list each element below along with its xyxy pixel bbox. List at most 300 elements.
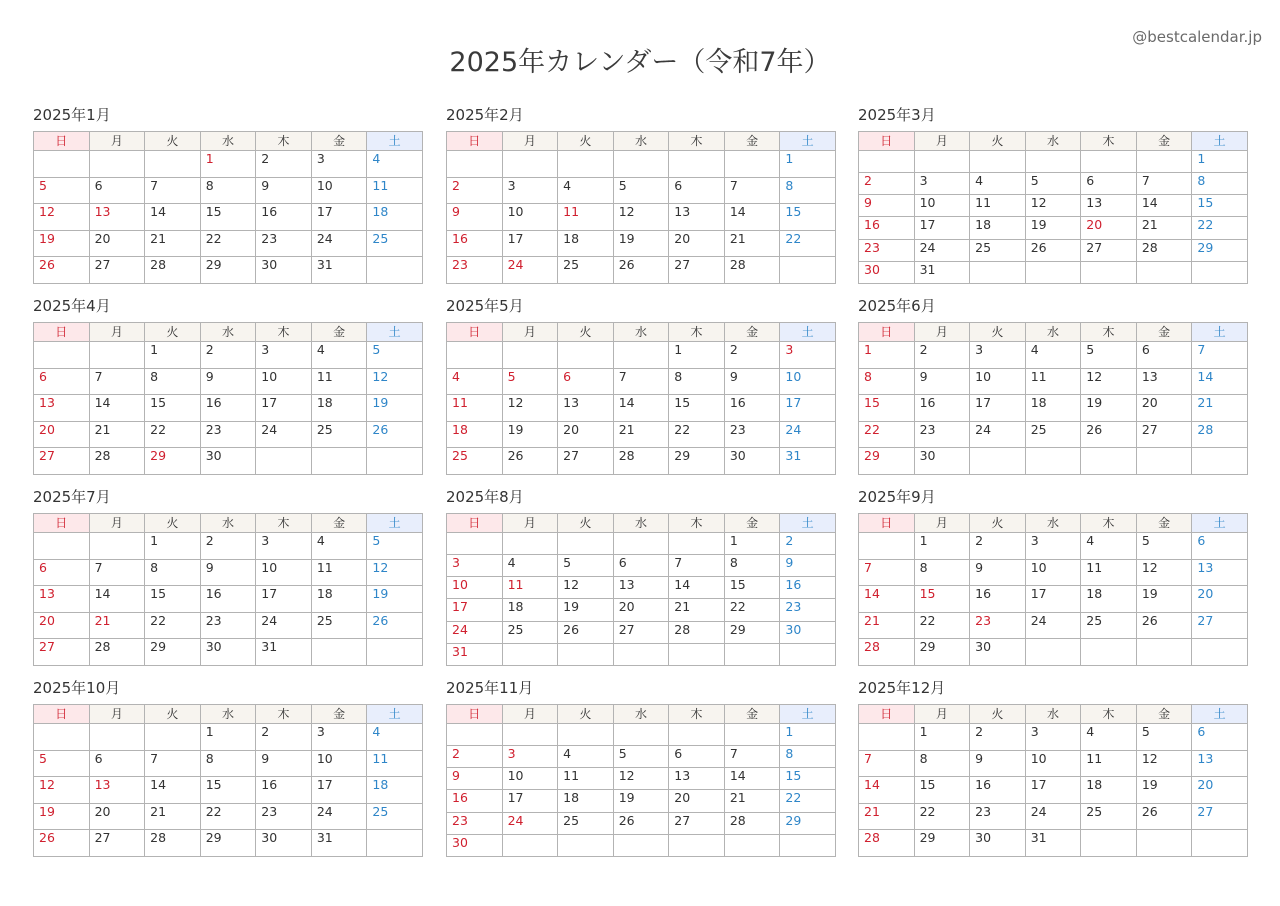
day-cell[interactable]: 14 (145, 204, 201, 231)
day-cell[interactable]: 25 (1081, 612, 1137, 639)
day-cell[interactable]: 25 (367, 230, 423, 257)
day-cell[interactable]: 21 (669, 599, 725, 621)
day-cell[interactable]: 29 (914, 830, 970, 857)
day-cell[interactable]: 16 (200, 586, 256, 613)
day-cell[interactable]: 30 (970, 639, 1026, 666)
day-cell[interactable]: 18 (970, 217, 1026, 239)
day-cell[interactable]: 11 (502, 577, 558, 599)
day-cell[interactable]: 10 (502, 204, 558, 231)
day-cell[interactable]: 28 (669, 621, 725, 643)
day-cell[interactable]: 10 (311, 750, 367, 777)
day-cell[interactable]: 5 (613, 746, 669, 768)
day-cell[interactable]: 24 (970, 421, 1026, 448)
day-cell[interactable]: 2 (447, 177, 503, 204)
day-cell[interactable]: 20 (34, 421, 90, 448)
day-cell[interactable]: 13 (1192, 559, 1248, 586)
day-cell[interactable]: 30 (914, 448, 970, 475)
day-cell[interactable]: 7 (89, 368, 145, 395)
day-cell[interactable]: 2 (724, 342, 780, 369)
day-cell[interactable]: 24 (311, 803, 367, 830)
day-cell[interactable]: 14 (145, 777, 201, 804)
day-cell[interactable]: 19 (1136, 586, 1192, 613)
day-cell[interactable]: 14 (89, 395, 145, 422)
day-cell[interactable]: 12 (558, 577, 614, 599)
day-cell[interactable]: 3 (914, 173, 970, 195)
day-cell[interactable]: 1 (1192, 151, 1248, 173)
day-cell[interactable]: 10 (970, 368, 1026, 395)
day-cell[interactable]: 10 (256, 559, 312, 586)
day-cell[interactable]: 21 (145, 803, 201, 830)
day-cell[interactable]: 22 (145, 612, 201, 639)
day-cell[interactable]: 27 (34, 448, 90, 475)
day-cell[interactable]: 15 (780, 204, 836, 231)
day-cell[interactable]: 29 (669, 448, 725, 475)
day-cell[interactable]: 12 (613, 768, 669, 790)
day-cell[interactable]: 4 (502, 555, 558, 577)
day-cell[interactable]: 25 (311, 421, 367, 448)
day-cell[interactable]: 4 (311, 533, 367, 560)
day-cell[interactable]: 5 (367, 533, 423, 560)
day-cell[interactable]: 17 (1025, 586, 1081, 613)
day-cell[interactable]: 6 (89, 750, 145, 777)
day-cell[interactable]: 25 (367, 803, 423, 830)
day-cell[interactable]: 9 (724, 368, 780, 395)
day-cell[interactable]: 9 (447, 204, 503, 231)
day-cell[interactable]: 4 (1081, 724, 1137, 751)
day-cell[interactable]: 11 (1081, 750, 1137, 777)
day-cell[interactable]: 22 (914, 612, 970, 639)
day-cell[interactable]: 23 (200, 421, 256, 448)
day-cell[interactable]: 5 (502, 368, 558, 395)
day-cell[interactable]: 26 (34, 830, 90, 857)
day-cell[interactable]: 24 (502, 257, 558, 284)
day-cell[interactable]: 26 (34, 257, 90, 284)
day-cell[interactable]: 11 (1025, 368, 1081, 395)
day-cell[interactable]: 4 (447, 368, 503, 395)
day-cell[interactable]: 5 (367, 342, 423, 369)
day-cell[interactable]: 14 (613, 395, 669, 422)
day-cell[interactable]: 7 (89, 559, 145, 586)
day-cell[interactable]: 27 (1081, 239, 1137, 261)
day-cell[interactable]: 14 (669, 577, 725, 599)
day-cell[interactable]: 15 (914, 777, 970, 804)
day-cell[interactable]: 18 (311, 586, 367, 613)
day-cell[interactable]: 2 (780, 533, 836, 555)
day-cell[interactable]: 30 (780, 621, 836, 643)
day-cell[interactable]: 18 (311, 395, 367, 422)
day-cell[interactable]: 25 (1081, 803, 1137, 830)
day-cell[interactable]: 16 (859, 217, 915, 239)
day-cell[interactable]: 21 (1136, 217, 1192, 239)
day-cell[interactable]: 29 (200, 257, 256, 284)
day-cell[interactable]: 6 (1081, 173, 1137, 195)
day-cell[interactable]: 21 (1192, 395, 1248, 422)
day-cell[interactable]: 21 (859, 803, 915, 830)
day-cell[interactable]: 22 (200, 230, 256, 257)
day-cell[interactable]: 15 (669, 395, 725, 422)
day-cell[interactable]: 18 (367, 204, 423, 231)
day-cell[interactable]: 24 (1025, 612, 1081, 639)
day-cell[interactable]: 3 (1025, 724, 1081, 751)
day-cell[interactable]: 6 (1136, 342, 1192, 369)
day-cell[interactable]: 28 (145, 830, 201, 857)
day-cell[interactable]: 2 (447, 746, 503, 768)
day-cell[interactable]: 18 (502, 599, 558, 621)
day-cell[interactable]: 13 (89, 204, 145, 231)
day-cell[interactable]: 3 (502, 177, 558, 204)
day-cell[interactable]: 12 (1081, 368, 1137, 395)
day-cell[interactable]: 17 (256, 586, 312, 613)
day-cell[interactable]: 16 (724, 395, 780, 422)
day-cell[interactable]: 3 (970, 342, 1026, 369)
day-cell[interactable]: 3 (256, 533, 312, 560)
day-cell[interactable]: 8 (724, 555, 780, 577)
day-cell[interactable]: 5 (1136, 724, 1192, 751)
day-cell[interactable]: 29 (914, 639, 970, 666)
day-cell[interactable]: 20 (1192, 586, 1248, 613)
day-cell[interactable]: 5 (1136, 533, 1192, 560)
day-cell[interactable]: 29 (1192, 239, 1248, 261)
day-cell[interactable]: 14 (859, 586, 915, 613)
day-cell[interactable]: 31 (256, 639, 312, 666)
day-cell[interactable]: 26 (613, 812, 669, 834)
day-cell[interactable]: 29 (724, 621, 780, 643)
day-cell[interactable]: 20 (669, 790, 725, 812)
day-cell[interactable]: 9 (970, 750, 1026, 777)
day-cell[interactable]: 9 (914, 368, 970, 395)
day-cell[interactable]: 24 (256, 612, 312, 639)
day-cell[interactable]: 22 (780, 230, 836, 257)
day-cell[interactable]: 4 (558, 746, 614, 768)
day-cell[interactable]: 17 (970, 395, 1026, 422)
day-cell[interactable]: 7 (145, 750, 201, 777)
day-cell[interactable]: 30 (724, 448, 780, 475)
day-cell[interactable]: 30 (859, 261, 915, 283)
day-cell[interactable]: 14 (1136, 195, 1192, 217)
day-cell[interactable]: 25 (558, 812, 614, 834)
day-cell[interactable]: 15 (914, 586, 970, 613)
day-cell[interactable]: 17 (1025, 777, 1081, 804)
day-cell[interactable]: 7 (613, 368, 669, 395)
day-cell[interactable]: 4 (311, 342, 367, 369)
day-cell[interactable]: 6 (558, 368, 614, 395)
day-cell[interactable]: 16 (447, 790, 503, 812)
day-cell[interactable]: 20 (669, 230, 725, 257)
day-cell[interactable]: 27 (89, 257, 145, 284)
day-cell[interactable]: 10 (1025, 559, 1081, 586)
day-cell[interactable]: 7 (669, 555, 725, 577)
day-cell[interactable]: 11 (447, 395, 503, 422)
day-cell[interactable]: 25 (1025, 421, 1081, 448)
day-cell[interactable]: 8 (145, 559, 201, 586)
day-cell[interactable]: 2 (859, 173, 915, 195)
day-cell[interactable]: 8 (859, 368, 915, 395)
day-cell[interactable]: 1 (780, 724, 836, 746)
day-cell[interactable]: 13 (558, 395, 614, 422)
day-cell[interactable]: 20 (1192, 777, 1248, 804)
day-cell[interactable]: 27 (1192, 803, 1248, 830)
day-cell[interactable]: 21 (145, 230, 201, 257)
day-cell[interactable]: 24 (780, 421, 836, 448)
day-cell[interactable]: 24 (1025, 803, 1081, 830)
day-cell[interactable]: 14 (89, 586, 145, 613)
day-cell[interactable]: 2 (256, 151, 312, 178)
day-cell[interactable]: 14 (859, 777, 915, 804)
day-cell[interactable]: 30 (200, 639, 256, 666)
day-cell[interactable]: 15 (859, 395, 915, 422)
day-cell[interactable]: 12 (613, 204, 669, 231)
day-cell[interactable]: 16 (970, 777, 1026, 804)
day-cell[interactable]: 21 (89, 612, 145, 639)
day-cell[interactable]: 4 (367, 724, 423, 751)
day-cell[interactable]: 5 (1081, 342, 1137, 369)
day-cell[interactable]: 25 (502, 621, 558, 643)
day-cell[interactable]: 23 (256, 803, 312, 830)
day-cell[interactable]: 10 (914, 195, 970, 217)
day-cell[interactable]: 13 (34, 395, 90, 422)
day-cell[interactable]: 27 (1136, 421, 1192, 448)
day-cell[interactable]: 10 (780, 368, 836, 395)
day-cell[interactable]: 19 (1081, 395, 1137, 422)
day-cell[interactable]: 26 (367, 612, 423, 639)
day-cell[interactable]: 6 (34, 559, 90, 586)
day-cell[interactable]: 20 (34, 612, 90, 639)
day-cell[interactable]: 19 (367, 586, 423, 613)
day-cell[interactable]: 11 (970, 195, 1026, 217)
day-cell[interactable]: 11 (311, 559, 367, 586)
day-cell[interactable]: 4 (367, 151, 423, 178)
day-cell[interactable]: 12 (1136, 559, 1192, 586)
day-cell[interactable]: 22 (145, 421, 201, 448)
day-cell[interactable]: 24 (914, 239, 970, 261)
day-cell[interactable]: 7 (1136, 173, 1192, 195)
day-cell[interactable]: 20 (89, 803, 145, 830)
day-cell[interactable]: 1 (145, 342, 201, 369)
day-cell[interactable]: 15 (145, 395, 201, 422)
day-cell[interactable]: 27 (669, 257, 725, 284)
day-cell[interactable]: 27 (669, 812, 725, 834)
day-cell[interactable]: 1 (200, 724, 256, 751)
day-cell[interactable]: 26 (1025, 239, 1081, 261)
day-cell[interactable]: 1 (145, 533, 201, 560)
day-cell[interactable]: 21 (613, 421, 669, 448)
day-cell[interactable]: 17 (502, 790, 558, 812)
day-cell[interactable]: 8 (780, 177, 836, 204)
day-cell[interactable]: 3 (447, 555, 503, 577)
day-cell[interactable]: 15 (724, 577, 780, 599)
day-cell[interactable]: 30 (256, 257, 312, 284)
day-cell[interactable]: 24 (502, 812, 558, 834)
day-cell[interactable]: 28 (724, 257, 780, 284)
day-cell[interactable]: 1 (724, 533, 780, 555)
day-cell[interactable]: 31 (780, 448, 836, 475)
day-cell[interactable]: 12 (1025, 195, 1081, 217)
day-cell[interactable]: 6 (1192, 533, 1248, 560)
day-cell[interactable]: 21 (724, 790, 780, 812)
day-cell[interactable]: 23 (447, 257, 503, 284)
day-cell[interactable]: 17 (914, 217, 970, 239)
day-cell[interactable]: 29 (200, 830, 256, 857)
day-cell[interactable]: 23 (256, 230, 312, 257)
day-cell[interactable]: 16 (200, 395, 256, 422)
day-cell[interactable]: 12 (502, 395, 558, 422)
day-cell[interactable]: 3 (311, 724, 367, 751)
day-cell[interactable]: 16 (256, 777, 312, 804)
day-cell[interactable]: 21 (859, 612, 915, 639)
day-cell[interactable]: 6 (89, 177, 145, 204)
day-cell[interactable]: 23 (970, 803, 1026, 830)
day-cell[interactable]: 25 (311, 612, 367, 639)
day-cell[interactable]: 14 (724, 204, 780, 231)
day-cell[interactable]: 11 (1081, 559, 1137, 586)
day-cell[interactable]: 23 (780, 599, 836, 621)
day-cell[interactable]: 17 (311, 204, 367, 231)
day-cell[interactable]: 13 (1192, 750, 1248, 777)
day-cell[interactable]: 7 (724, 746, 780, 768)
day-cell[interactable]: 6 (613, 555, 669, 577)
day-cell[interactable]: 30 (256, 830, 312, 857)
day-cell[interactable]: 13 (89, 777, 145, 804)
day-cell[interactable]: 10 (447, 577, 503, 599)
day-cell[interactable]: 3 (502, 746, 558, 768)
day-cell[interactable]: 15 (1192, 195, 1248, 217)
day-cell[interactable]: 3 (1025, 533, 1081, 560)
day-cell[interactable]: 9 (200, 368, 256, 395)
day-cell[interactable]: 8 (1192, 173, 1248, 195)
day-cell[interactable]: 26 (1136, 803, 1192, 830)
day-cell[interactable]: 17 (780, 395, 836, 422)
day-cell[interactable]: 23 (447, 812, 503, 834)
day-cell[interactable]: 29 (145, 639, 201, 666)
day-cell[interactable]: 5 (34, 750, 90, 777)
day-cell[interactable]: 28 (859, 639, 915, 666)
day-cell[interactable]: 7 (145, 177, 201, 204)
day-cell[interactable]: 1 (669, 342, 725, 369)
day-cell[interactable]: 8 (669, 368, 725, 395)
day-cell[interactable]: 27 (613, 621, 669, 643)
day-cell[interactable]: 8 (914, 750, 970, 777)
day-cell[interactable]: 4 (1025, 342, 1081, 369)
day-cell[interactable]: 16 (447, 230, 503, 257)
day-cell[interactable]: 26 (613, 257, 669, 284)
day-cell[interactable]: 12 (34, 777, 90, 804)
day-cell[interactable]: 26 (1136, 612, 1192, 639)
day-cell[interactable]: 21 (724, 230, 780, 257)
day-cell[interactable]: 20 (89, 230, 145, 257)
day-cell[interactable]: 7 (724, 177, 780, 204)
day-cell[interactable]: 15 (200, 777, 256, 804)
day-cell[interactable]: 15 (145, 586, 201, 613)
day-cell[interactable]: 12 (1136, 750, 1192, 777)
day-cell[interactable]: 28 (1136, 239, 1192, 261)
day-cell[interactable]: 9 (859, 195, 915, 217)
day-cell[interactable]: 27 (89, 830, 145, 857)
day-cell[interactable]: 26 (558, 621, 614, 643)
day-cell[interactable]: 4 (558, 177, 614, 204)
day-cell[interactable]: 28 (145, 257, 201, 284)
day-cell[interactable]: 22 (859, 421, 915, 448)
day-cell[interactable]: 5 (34, 177, 90, 204)
day-cell[interactable]: 7 (859, 559, 915, 586)
day-cell[interactable]: 11 (367, 750, 423, 777)
day-cell[interactable]: 13 (1081, 195, 1137, 217)
day-cell[interactable]: 23 (970, 612, 1026, 639)
day-cell[interactable]: 18 (558, 790, 614, 812)
day-cell[interactable]: 3 (311, 151, 367, 178)
day-cell[interactable]: 2 (914, 342, 970, 369)
day-cell[interactable]: 31 (914, 261, 970, 283)
day-cell[interactable]: 29 (145, 448, 201, 475)
day-cell[interactable]: 8 (200, 750, 256, 777)
day-cell[interactable]: 4 (970, 173, 1026, 195)
day-cell[interactable]: 24 (311, 230, 367, 257)
day-cell[interactable]: 30 (200, 448, 256, 475)
day-cell[interactable]: 11 (558, 768, 614, 790)
day-cell[interactable]: 25 (970, 239, 1026, 261)
day-cell[interactable]: 28 (89, 448, 145, 475)
day-cell[interactable]: 16 (256, 204, 312, 231)
day-cell[interactable]: 20 (1136, 395, 1192, 422)
day-cell[interactable]: 22 (724, 599, 780, 621)
day-cell[interactable]: 1 (914, 724, 970, 751)
day-cell[interactable]: 3 (256, 342, 312, 369)
day-cell[interactable]: 17 (502, 230, 558, 257)
day-cell[interactable]: 1 (859, 342, 915, 369)
day-cell[interactable]: 26 (1081, 421, 1137, 448)
day-cell[interactable]: 26 (502, 448, 558, 475)
day-cell[interactable]: 28 (724, 812, 780, 834)
day-cell[interactable]: 2 (256, 724, 312, 751)
day-cell[interactable]: 13 (34, 586, 90, 613)
day-cell[interactable]: 5 (1025, 173, 1081, 195)
day-cell[interactable]: 22 (669, 421, 725, 448)
day-cell[interactable]: 13 (669, 768, 725, 790)
day-cell[interactable]: 25 (447, 448, 503, 475)
day-cell[interactable]: 7 (1192, 342, 1248, 369)
day-cell[interactable]: 2 (200, 533, 256, 560)
day-cell[interactable]: 10 (1025, 750, 1081, 777)
day-cell[interactable]: 28 (89, 639, 145, 666)
day-cell[interactable]: 12 (34, 204, 90, 231)
day-cell[interactable]: 12 (367, 368, 423, 395)
day-cell[interactable]: 16 (970, 586, 1026, 613)
day-cell[interactable]: 6 (1192, 724, 1248, 751)
day-cell[interactable]: 6 (669, 746, 725, 768)
day-cell[interactable]: 27 (34, 639, 90, 666)
day-cell[interactable]: 1 (914, 533, 970, 560)
day-cell[interactable]: 3 (780, 342, 836, 369)
day-cell[interactable]: 14 (724, 768, 780, 790)
day-cell[interactable]: 1 (200, 151, 256, 178)
day-cell[interactable]: 28 (1192, 421, 1248, 448)
day-cell[interactable]: 8 (200, 177, 256, 204)
day-cell[interactable]: 29 (859, 448, 915, 475)
day-cell[interactable]: 29 (780, 812, 836, 834)
day-cell[interactable]: 18 (447, 421, 503, 448)
day-cell[interactable]: 23 (724, 421, 780, 448)
day-cell[interactable]: 24 (256, 421, 312, 448)
day-cell[interactable]: 10 (256, 368, 312, 395)
day-cell[interactable]: 2 (970, 724, 1026, 751)
day-cell[interactable]: 16 (914, 395, 970, 422)
day-cell[interactable]: 9 (256, 750, 312, 777)
day-cell[interactable]: 13 (613, 577, 669, 599)
day-cell[interactable]: 28 (859, 830, 915, 857)
day-cell[interactable]: 30 (447, 834, 503, 856)
day-cell[interactable]: 2 (200, 342, 256, 369)
day-cell[interactable]: 1 (780, 151, 836, 178)
day-cell[interactable]: 9 (256, 177, 312, 204)
